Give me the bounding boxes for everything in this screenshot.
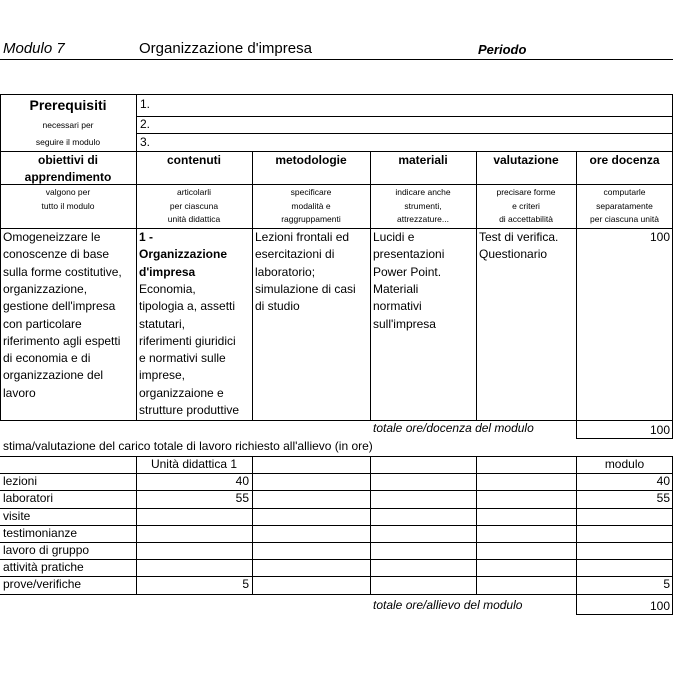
total-teaching-value: 100 <box>649 423 670 437</box>
col-header-hours: ore docenza <box>589 153 660 167</box>
contents-text: tipologia a, assetti <box>139 299 236 314</box>
grid-line-h <box>0 94 673 95</box>
contents-text: Economia, <box>139 281 196 296</box>
materials-text: normativi <box>373 299 422 314</box>
methods-text: laboratorio; <box>255 264 316 279</box>
workload-row-unit-value: 40 <box>235 474 249 488</box>
prerequisite-item-2: 2. <box>140 117 151 131</box>
contents-text: statutari, <box>139 316 186 331</box>
col-note-evaluation: di accettabilità <box>499 214 553 224</box>
module-number: Modulo 7 <box>3 40 65 57</box>
evaluation-text: Test di verifica. <box>479 230 559 244</box>
workload-row-unit-value: 5 <box>242 577 249 591</box>
col-note-materials: indicare anche <box>395 187 451 197</box>
prerequisites-sub2: seguire il modulo <box>35 137 101 147</box>
col-note-hours: separatamente <box>596 200 653 211</box>
workload-row-label: laboratori <box>3 491 54 505</box>
contents-heading: 1 - <box>139 230 154 244</box>
workload-row-label: testimonianze <box>3 526 78 540</box>
materials-text: sull'impresa <box>373 316 436 331</box>
col-header-objectives: obiettivi di <box>38 153 98 167</box>
objectives-text: con particolare <box>3 316 82 331</box>
workload-row-module-value: 40 <box>656 474 670 488</box>
col-note-materials: strumenti, <box>404 200 442 211</box>
contents-text: riferimenti giuridici <box>139 333 236 348</box>
workload-col-module: modulo <box>604 457 645 471</box>
col-note-contents: unità didattica <box>167 214 221 224</box>
contents-text: e normativi sulle <box>139 351 226 366</box>
evaluation-text: Questionario <box>479 247 548 262</box>
objectives-text: lavoro <box>3 385 36 400</box>
col-note-methods: raggruppamenti <box>281 214 341 224</box>
col-header-objectives: apprendimento <box>24 170 112 184</box>
col-note-methods: modalità e <box>291 200 331 211</box>
grid-line-v <box>136 94 137 420</box>
grid-line-h <box>136 133 673 134</box>
prerequisites-sub1: necessari per <box>42 120 94 130</box>
workload-row-module-value: 55 <box>656 491 670 505</box>
workload-row-label: prove/verifiche <box>3 577 82 591</box>
col-note-hours: per ciascuna unità <box>590 214 659 224</box>
grid-line-h <box>0 473 673 474</box>
workload-row-label: visite <box>3 509 31 523</box>
grid-line-h <box>0 559 673 560</box>
materials-text: presentazioni <box>373 247 445 262</box>
objectives-text: conoscenze di base <box>3 247 110 262</box>
workload-row-label: lavoro di gruppo <box>3 543 90 557</box>
col-note-materials: attrezzature... <box>397 214 449 224</box>
grid-line-h <box>0 594 673 595</box>
methods-text: esercitazioni di <box>255 247 335 262</box>
col-note-objectives: tutto il modulo <box>41 200 95 211</box>
prerequisite-item-1: 1. <box>140 97 151 111</box>
grid-line-h <box>0 456 673 457</box>
grid-line-h <box>0 576 673 577</box>
grid-line-h <box>136 116 673 117</box>
col-note-objectives: valgono per <box>45 187 91 197</box>
col-note-evaluation: precisare forme <box>496 187 556 197</box>
contents-text: imprese, <box>139 368 186 383</box>
grid-line-v <box>370 456 371 594</box>
contents-text: strutture produttive <box>139 403 240 417</box>
contents-heading: Organizzazione <box>139 247 228 262</box>
prerequisites-title: Prerequisiti <box>29 97 107 113</box>
col-header-materials: materiali <box>398 153 448 167</box>
col-header-methods: metodologie <box>275 153 347 167</box>
col-header-evaluation: valutazione <box>493 153 559 167</box>
grid-line-h <box>0 508 673 509</box>
grid-line-h <box>0 490 673 491</box>
header-rule <box>0 59 673 60</box>
period-label: Periodo <box>478 42 527 57</box>
total-student-value: 100 <box>649 599 670 613</box>
methods-text: simulazione di casi <box>255 281 356 296</box>
grid-line-h <box>0 542 673 543</box>
col-header-contents: contenuti <box>167 153 221 167</box>
methods-text: Lezioni frontali ed <box>255 230 350 244</box>
col-note-evaluation: e criteri <box>512 200 540 211</box>
materials-text: Power Point. <box>373 264 442 279</box>
workload-row-label: attività pratiche <box>3 560 84 574</box>
objectives-text: organizzazione del <box>3 368 104 383</box>
objectives-text: organizzazione, <box>3 281 88 296</box>
hours-value: 100 <box>649 230 670 244</box>
objectives-text: gestione dell'impresa <box>3 299 116 314</box>
prerequisite-item-3: 3. <box>140 135 151 149</box>
module-title: Organizzazione d'impresa <box>139 40 312 57</box>
grid-line-h <box>0 420 673 421</box>
contents-heading: d'impresa <box>139 264 196 279</box>
grid-line-v <box>252 456 253 594</box>
grid-line-v <box>476 456 477 594</box>
materials-text: Materiali <box>373 281 419 296</box>
materials-text: Lucidi e <box>373 230 415 244</box>
objectives-text: di economia e di <box>3 351 91 366</box>
objectives-text: Omogeneizzare le <box>3 230 101 244</box>
methods-text: di studio <box>255 299 300 314</box>
objectives-text: sulla forme costitutive, <box>3 264 122 279</box>
col-note-methods: specificare <box>290 187 332 197</box>
workload-row-module-value: 5 <box>663 577 670 591</box>
total-student-label: totale ore/allievo del modulo <box>373 598 523 612</box>
workload-title: stima/valutazione del carico totale di lavoro richiesto all'allievo (in ore) <box>3 439 373 453</box>
contents-text: organizzaione e <box>139 385 224 400</box>
col-note-contents: articolarli <box>176 187 211 197</box>
objectives-text: riferimento agli espetti <box>3 333 121 348</box>
workload-col-unit: Unità didattica 1 <box>150 457 238 471</box>
workload-row-unit-value: 55 <box>235 491 249 505</box>
col-note-contents: per ciascuna <box>169 200 219 211</box>
col-note-hours: computarle <box>603 187 646 197</box>
total-teaching-label: totale ore/docenza del modulo <box>373 421 534 435</box>
workload-row-label: lezioni <box>3 474 38 488</box>
grid-line-h <box>0 525 673 526</box>
